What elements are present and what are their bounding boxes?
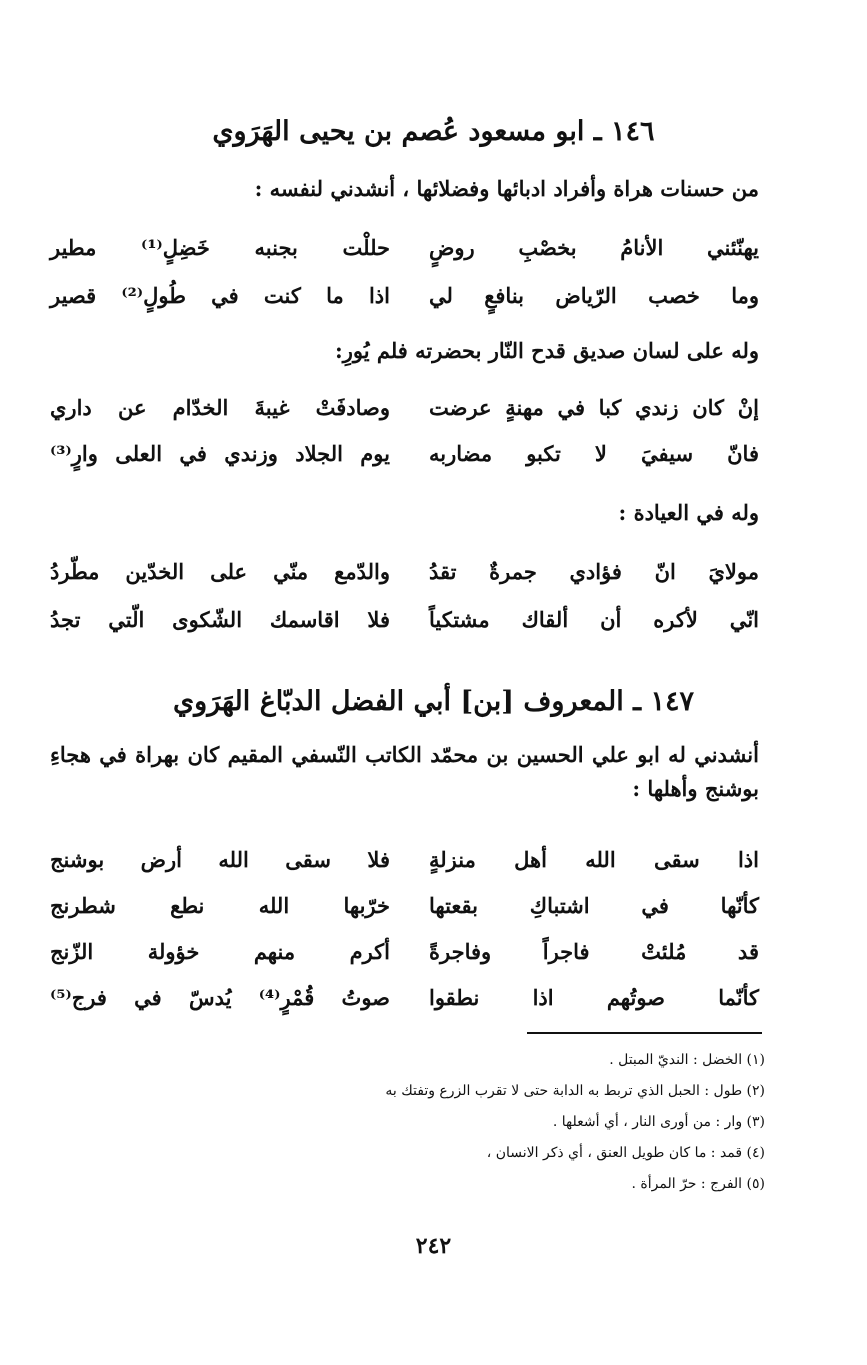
section-147-intro: أنشدني له ابو علي الحسين بن محمّد الكاتب النّسفي المقيم كان بهراة في هجاءِ بوشنج وأهلها : — [50, 742, 759, 801]
verse-first-hemistich: إنْ كان زندي كبا في مهنةٍ عرضت — [429, 395, 759, 420]
verse-second-hemistich: يوم الجلاد وزندي في العلى وارٍ⁽³⁾ — [50, 441, 390, 466]
footnote: (٣) وار : من أورى النار ، أي أشعلها . — [552, 1114, 765, 1130]
stanza-intro: وله في العيادة : — [618, 500, 759, 525]
verse-first-hemistich: مولايَ انّ فؤادي جمرةٌ تقدُ — [429, 559, 759, 584]
verse-first-hemistich: كأنّها في اشتباكِ بقعتها — [429, 893, 759, 918]
footnote: (٤) قمد : ما كان طويل العنق ، أي ذكر الانسان ، — [486, 1145, 765, 1161]
verse-line — [50, 432, 759, 476]
verse-second-hemistich: أكرم منهم خؤولة الزّنج — [50, 939, 390, 964]
section-146-heading: ١٤٦ ـ ابو مسعود عُصم بن يحيى الهَرَوي — [212, 116, 655, 147]
verse-line — [50, 274, 759, 318]
footnotes — [200, 1045, 765, 1200]
verse-second-hemistich: فلا اقاسمك الشّكوى الّتي تجدُ — [50, 607, 390, 632]
verse-line — [50, 976, 759, 1020]
section-147-heading: ١٤٧ ـ المعروف [بن] أبي الفضل الدبّاغ الهَرَوي — [173, 686, 694, 717]
footnote: (٢) طول : الحبل الذي تربط به الدابة حتى لا تقرب الزرع وتفتك به — [385, 1083, 765, 1099]
verse-second-hemistich: وصادفَتْ غيبةَ الخدّام عن داري — [50, 395, 390, 420]
verse-line — [50, 884, 759, 928]
verse-first-hemistich: وما خصب الرّياض بنافعٍ لي — [429, 283, 759, 308]
verse-line — [50, 550, 759, 594]
verse-first-hemistich: يهنّئني الأنامُ بخصْبِ روضٍ — [429, 235, 759, 260]
verse-second-hemistich: خرّبها الله نطع شطرنج — [50, 893, 390, 918]
verse-line — [50, 598, 759, 642]
footnote-separator — [527, 1032, 762, 1034]
verse-second-hemistich: حللْت بجنبه خَضِلٍ⁽¹⁾ مطير — [50, 235, 391, 260]
page-number: ٢٤٢ — [415, 1233, 452, 1259]
verse-first-hemistich: قد مُلئتْ فاجراً وفاجرةً — [429, 939, 759, 964]
section-146-intro: من حسنات هراة وأفراد ادبائها وفضلائها ، أنشدني لنفسه : — [254, 176, 759, 201]
verse-second-hemistich: اذا ما كنت في طُولٍ⁽²⁾ قصير — [50, 283, 390, 308]
verse-line — [50, 226, 759, 270]
verse-first-hemistich: انّي لأكره أن ألقاك مشتكياً — [429, 607, 759, 632]
stanza-intro: وله على لسان صديق قدح النّار بحضرته فلم يُورِ: — [334, 338, 759, 363]
footnote: (١) الخضل : النديّ المبتل . — [609, 1052, 765, 1068]
verse-second-hemistich: صوتُ قُمْرٍ⁽⁴⁾ يُدسّ في فرج⁽⁵⁾ — [50, 985, 390, 1010]
verse-first-hemistich: كأنّما صوتُهم اذا نطقوا — [429, 985, 759, 1010]
verse-line — [50, 386, 759, 430]
footnote: (٥) الفرج : حرّ المرأة . — [631, 1176, 765, 1192]
verse-first-hemistich: اذا سقى الله أهل منزلةٍ — [429, 847, 759, 872]
verse-second-hemistich: والدّمع منّي على الخدّين مطّردُ — [50, 559, 390, 584]
verse-line — [50, 930, 759, 974]
verse-second-hemistich: فلا سقى الله أرض بوشنج — [50, 847, 390, 872]
verse-first-hemistich: فانّ سيفيَ لا تكبو مضاربه — [429, 441, 759, 466]
verse-line — [50, 838, 759, 882]
